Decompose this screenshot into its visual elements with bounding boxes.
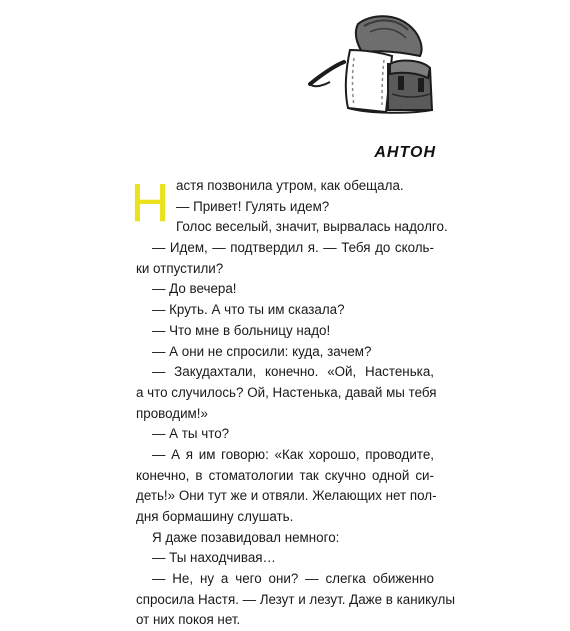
text-line: — А они не спросили: куда, зачем? [152, 343, 372, 359]
text-line: — Ты находчивая… [152, 550, 276, 566]
text-line: — А ты что? [152, 426, 230, 442]
text-line: Я даже позавидовал немного: [152, 529, 340, 545]
text-line: а что случилось? Ой, Настенька, давай мы тебя [136, 384, 437, 400]
text-line: — Привет! Гулять идем? [176, 198, 330, 214]
text-line: — Идем, — подтвердил я. — Тебя до сколь- [152, 240, 434, 256]
text-line: астя позвонила утром, как обещала. [176, 178, 404, 193]
text-line: проводим!» [136, 405, 208, 421]
backpack-illustration [300, 6, 440, 116]
text-line: конечно, в стоматологии так скучно одной си- [136, 467, 434, 483]
text-line: деть!» Они тут же и отвяли. Желающих нет пол- [136, 488, 437, 504]
text-line: — Не, ну а чего они? — слегка обиженно [152, 571, 434, 587]
text-line: дня бормашину слушать. [136, 509, 294, 524]
text-line: — Круть. А что ты им сказала? [152, 302, 345, 318]
text-line: Голос веселый, значит, вырвалась надолго. [176, 219, 448, 235]
story-text [136, 176, 455, 631]
chapter-title: АНТОН [374, 144, 436, 161]
drop-cap-glyph: Н [130, 173, 170, 233]
text-line: — Что мне в больницу надо! [152, 322, 331, 338]
text-line: спросила Настя. — Лезут и лезут. Даже в каникулы [136, 591, 455, 607]
text-line: — До вечера! [152, 281, 237, 297]
text-line: — Закудахтали, конечно. «Ой, Настенька, [152, 364, 434, 380]
text-line: — А я им говорю: «Как хорошо, проводите, [152, 446, 434, 462]
text-line: ки отпустили? [136, 260, 224, 276]
text-line: от них покоя нет. [136, 612, 241, 628]
